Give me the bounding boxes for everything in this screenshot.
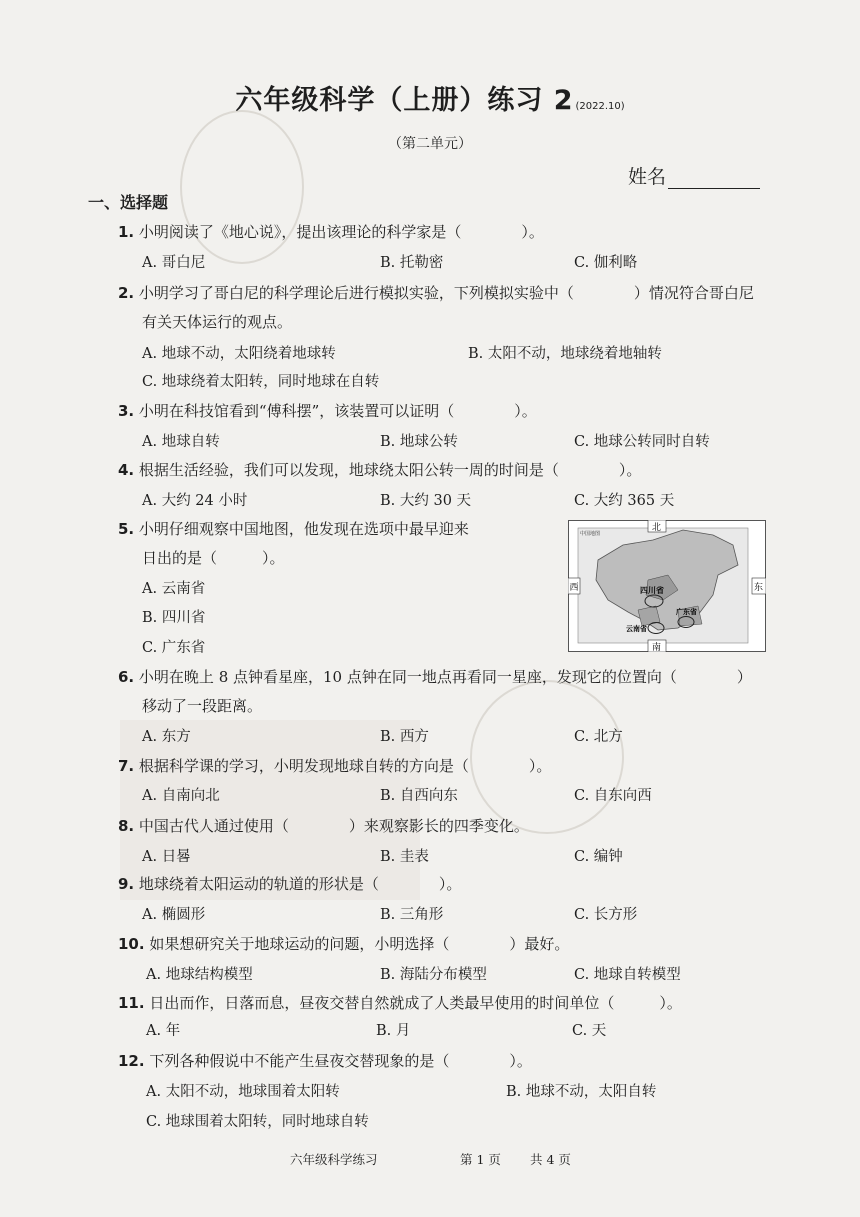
option-c[interactable]: C. 北方: [574, 729, 623, 745]
question-11: 11. 日出而作，日落而息，昼夜交替自然就成了人类最早使用的时间单位（ ）。: [118, 994, 682, 1012]
option-a[interactable]: A. 大约 24 小时: [142, 493, 248, 509]
option-a[interactable]: A. 云南省: [142, 581, 206, 597]
option-a[interactable]: A. 地球不动，太阳绕着地球转: [142, 346, 336, 362]
option-c[interactable]: C. 长方形: [574, 907, 638, 923]
compass-east: 东: [754, 583, 764, 593]
name-blank[interactable]: [668, 170, 760, 189]
option-c[interactable]: C. 广东省: [142, 640, 206, 656]
label-guangdong: 广东省: [676, 608, 697, 616]
option-a[interactable]: A. 椭圆形: [142, 907, 206, 923]
question-9: 9. 地球绕着太阳运动的轨道的形状是（ ）。: [118, 875, 462, 893]
option-b[interactable]: B. 四川省: [142, 610, 206, 626]
question-10: 10. 如果想研究关于地球运动的问题，小明选择（ ）最好。: [118, 935, 570, 953]
question-4: 4. 根据生活经验，我们可以发现，地球绕太阳公转一周的时间是（ ）。: [118, 461, 642, 479]
question-5: 5. 小明仔细观察中国地图，他发现在选项中最早迎来: [118, 520, 469, 538]
option-a[interactable]: A. 地球自转: [142, 434, 220, 450]
option-a[interactable]: A. 东方: [142, 729, 191, 745]
option-c[interactable]: C. 伽利略: [574, 255, 638, 271]
option-c[interactable]: C. 地球围着太阳转，同时地球自转: [146, 1114, 369, 1130]
option-c[interactable]: C. 地球自转模型: [574, 967, 681, 983]
option-b[interactable]: B. 三角形: [380, 907, 444, 923]
option-b[interactable]: B. 海陆分布模型: [380, 967, 487, 983]
page-subtitle: （第二单元）: [388, 136, 472, 152]
option-b[interactable]: B. 大约 30 天: [380, 493, 472, 509]
option-b[interactable]: B. 月: [376, 1023, 411, 1039]
page-title: 六年级科学（上册）练习 2 (2022.10): [235, 85, 625, 116]
option-b[interactable]: B. 地球不动，太阳自转: [506, 1084, 657, 1100]
option-c[interactable]: C. 天: [572, 1023, 607, 1039]
option-b[interactable]: B. 托勒密: [380, 255, 444, 271]
option-a[interactable]: A. 年: [146, 1023, 181, 1039]
question-2: 2. 小明学习了哥白尼的科学理论后进行模拟实验，下列模拟实验中（ ）情况符合哥白尼: [118, 284, 754, 302]
option-a[interactable]: A. 哥白尼: [142, 255, 206, 271]
footer-total-pages: 共 4 页: [530, 1152, 571, 1167]
label-sichuan: 四川省: [640, 586, 664, 595]
option-a[interactable]: A. 日晷: [142, 849, 191, 865]
option-b[interactable]: B. 太阳不动，地球绕着地轴转: [468, 346, 662, 362]
question-2-cont: 有关天体运行的观点。: [142, 313, 293, 331]
option-c[interactable]: C. 自东向西: [574, 788, 652, 804]
option-c[interactable]: C. 地球绕着太阳转，同时地球在自转: [142, 374, 380, 390]
footer-title: 六年级科学练习: [290, 1152, 378, 1167]
compass-south: 南: [652, 643, 662, 652]
option-b[interactable]: B. 地球公转: [380, 434, 458, 450]
exam-date: (2022.10): [575, 101, 625, 112]
label-yunnan: 云南省: [626, 625, 647, 633]
name-field: [628, 162, 760, 189]
name-label: 姓名: [628, 166, 667, 188]
question-3: 3. 小明在科技馆看到“傅科摆”，该装置可以证明（ ）。: [118, 402, 537, 420]
footer-page-number: 第 1 页: [460, 1152, 501, 1167]
option-c[interactable]: C. 大约 365 天: [574, 493, 675, 509]
compass-north: 北: [652, 523, 662, 533]
option-a[interactable]: A. 太阳不动，地球围着太阳转: [146, 1084, 340, 1100]
option-a[interactable]: A. 自南向北: [142, 788, 220, 804]
section-heading: 一、选择题: [88, 193, 169, 212]
question-7: 7. 根据科学课的学习，小明发现地球自转的方向是（ ）。: [118, 757, 552, 775]
option-c[interactable]: C. 地球公转同时自转: [574, 434, 710, 450]
option-b[interactable]: B. 圭表: [380, 849, 429, 865]
question-8: 8. 中国古代人通过使用（ ）来观察影长的四季变化。: [118, 817, 529, 835]
compass-west: 西: [569, 583, 579, 593]
china-map-figure: [568, 520, 766, 652]
question-5-cont: 日出的是（ ）。: [142, 549, 285, 567]
question-6: 6. 小明在晚上 8 点钟看星座，10 点钟在同一地点再看同一星座，发现它的位置向（ ）: [118, 668, 752, 686]
question-12: 12. 下列各种假说中不能产生昼夜交替现象的是（ ）。: [118, 1052, 532, 1070]
option-b[interactable]: B. 西方: [380, 729, 429, 745]
option-c[interactable]: C. 编钟: [574, 849, 623, 865]
option-b[interactable]: B. 自西向东: [380, 788, 458, 804]
question-6-cont: 移动了一段距离。: [142, 697, 263, 715]
map-title: 中国地图: [580, 531, 601, 537]
question-1: 1. 小明阅读了《地心说》，提出该理论的科学家是（ ）。: [118, 223, 544, 241]
option-a[interactable]: A. 地球结构模型: [146, 967, 253, 983]
